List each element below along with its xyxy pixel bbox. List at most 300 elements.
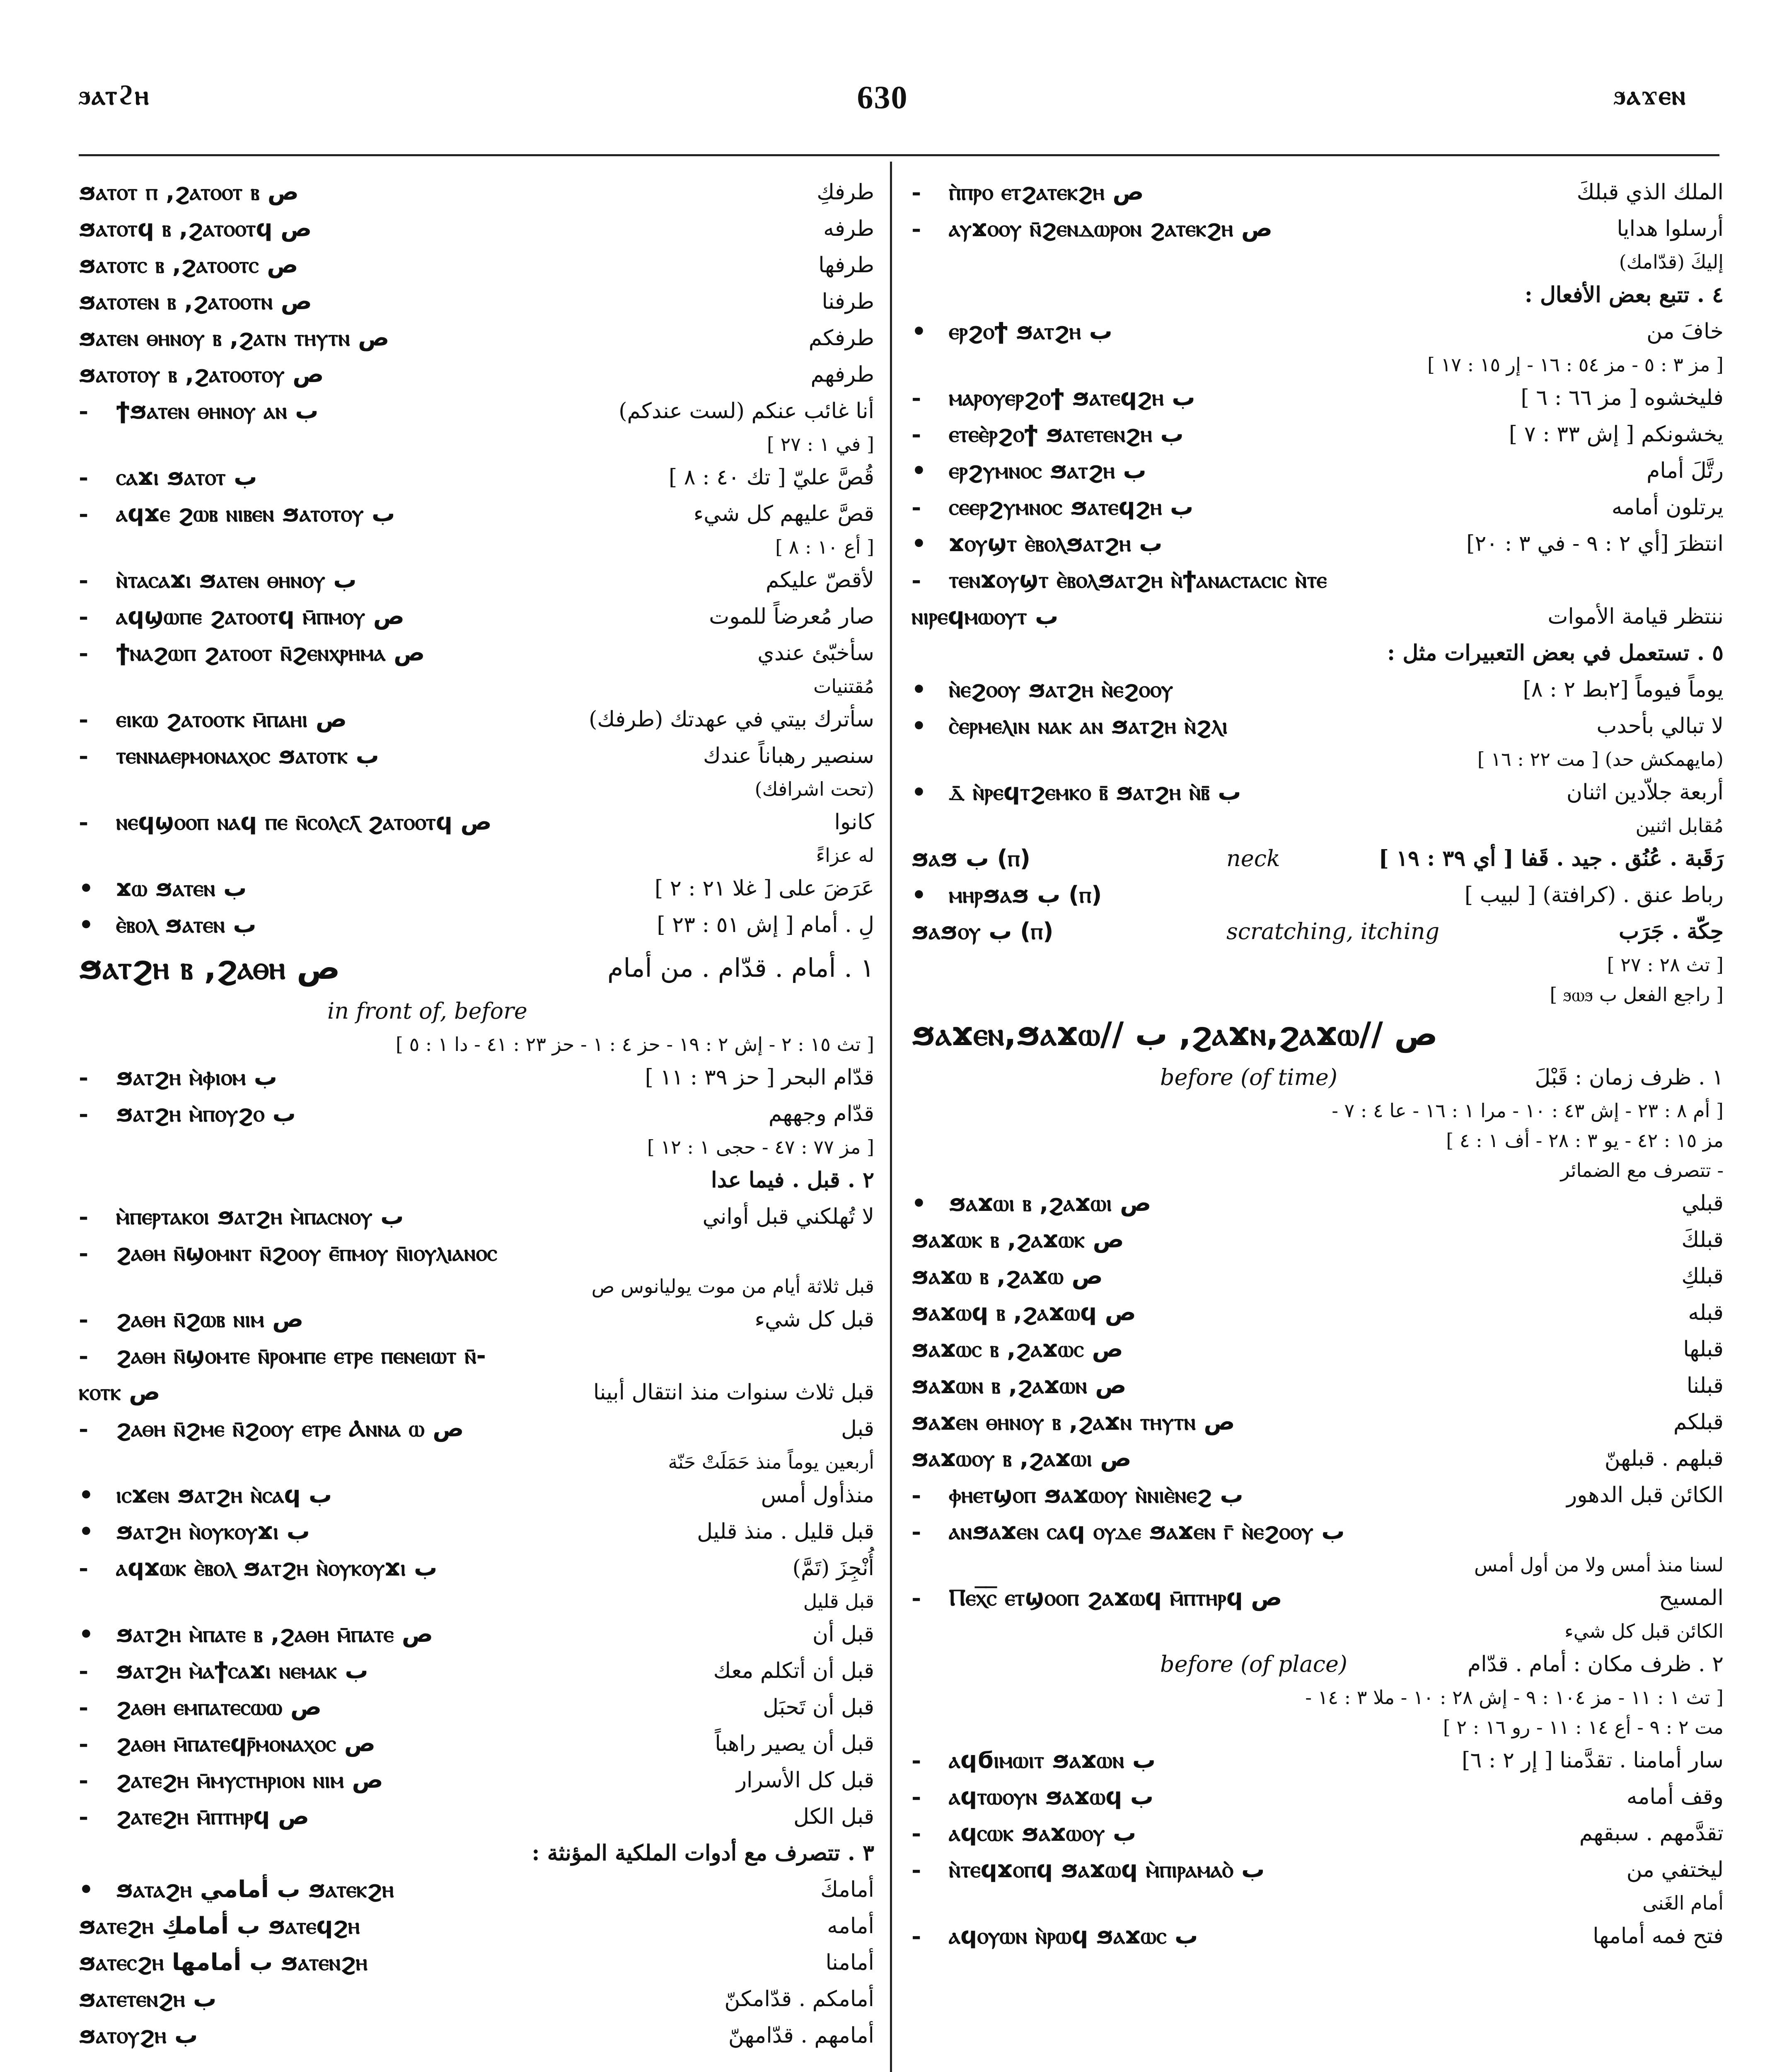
arabic-gloss: أمامكم . قدّامكنّ <box>724 1987 874 2011</box>
right-entry-line <box>912 1888 1724 1918</box>
entry-marker: - <box>79 500 89 528</box>
left-entry-line <box>79 671 874 701</box>
coptic-text: ⲛ̀ⲉϩⲟⲟⲩ ϧⲁⲧϩⲏ ⲛ̀ⲉϩⲟⲟⲩ <box>949 676 1173 703</box>
entry-marker: - <box>79 1803 89 1830</box>
right-entry-line <box>912 598 1724 635</box>
right-entry-line <box>912 1616 1724 1646</box>
coptic-text: ϧⲁⲧⲉⲛ ⲑⲏⲛⲟⲩ ⲃ ,ϩⲁⲧⲛ ⲧⲏⲩⲧⲛ ص <box>79 324 389 351</box>
right-entry-line <box>912 1779 1724 1815</box>
right-entry-line <box>912 1712 1724 1742</box>
arabic-gloss: يرتلون أمامه <box>1611 495 1724 520</box>
entry-marker: • <box>912 712 926 740</box>
arabic-gloss: طرفه <box>823 216 874 241</box>
left-entry-line <box>79 1029 874 1059</box>
arabic-gloss: أمامه <box>827 1914 874 1939</box>
left-entry-line <box>79 1162 874 1198</box>
coptic-text: ϧⲁϫⲉⲛ ⲑⲏⲛⲟⲩ ⲃ ,ϩⲁϫⲛ ⲧⲏⲩⲧⲛ ص <box>912 1409 1235 1435</box>
left-entry-line <box>79 1835 874 1871</box>
entry-marker: - <box>79 603 89 630</box>
left-entry-line <box>79 1798 874 1835</box>
left-entry-line <box>79 562 874 598</box>
arabic-gloss: قصَّ عليهم كل شيء <box>693 501 874 526</box>
left-entry-line <box>79 1096 874 1132</box>
left-entry-line <box>79 1689 874 1726</box>
coptic-text: ⲕⲟⲧⲕ ص <box>79 1379 160 1406</box>
right-entry-line <box>912 1918 1724 1954</box>
left-entry-line <box>79 283 874 320</box>
coptic-text: ⲥⲉⲉⲣϩⲩⲙⲛⲟⲥ ϧⲁⲧⲉϥϩⲏ ب <box>949 494 1194 520</box>
coptic-text: ϧⲁⲧⲟⲧⲟⲩ ⲃ ,ϩⲁⲧⲟⲟⲧⲟⲩ ص <box>79 361 324 388</box>
left-entry-line <box>79 1447 874 1477</box>
right-entry-line <box>912 1295 1724 1331</box>
coptic-text: ϧⲁⲧϩⲏ ⲙ̀ⲡⲟⲩϩⲟ ب <box>116 1100 296 1127</box>
coptic-text: ϧⲁⲧⲟⲩϩⲏ ب <box>79 2022 198 2049</box>
left-entry-line <box>79 532 874 562</box>
left-entry-line <box>79 1981 874 2017</box>
arabic-gloss: أمامهم . قدّامهنّ <box>728 2023 874 2048</box>
arabic-gloss: طرفكِ <box>817 180 874 205</box>
entry-marker: • <box>912 530 926 557</box>
arabic-gloss: صار مُعرضاً للموت <box>709 604 874 629</box>
entry-marker: - <box>79 1064 89 1091</box>
coptic-text: ϩⲁⲑⲏ ⲉⲙⲡⲁⲧⲉⲥⲱⲱ ص <box>116 1694 322 1721</box>
left-entry-line <box>79 1271 874 1301</box>
right-entry-line <box>912 380 1724 416</box>
entry-marker: - <box>912 494 921 521</box>
right-entry-line <box>912 708 1724 744</box>
arabic-gloss: أرسلوا هدايا <box>1617 216 1724 241</box>
arabic-gloss: قبل الكل <box>793 1804 874 1829</box>
coptic-text: ϧⲁⲧⲟⲧϥ ⲃ ,ϩⲁⲧⲟⲟⲧϥ ص <box>79 215 312 242</box>
arabic-gloss: قدّام وجههم <box>768 1101 874 1126</box>
reference-or-continuation: مت ٢ : ٩ - أع ١٤ : ١١ - رو ١٦ : ٢ ] <box>1443 1716 1724 1738</box>
column-divider <box>890 162 892 2072</box>
left-entry-line <box>79 1586 874 1616</box>
coptic-text: ϧⲁϫⲉⲛ,ϧⲁϫⲱ// ب ,ϩⲁϫⲛ,ϩⲁϫⲱ// ص <box>912 1016 1438 1053</box>
left-entry-line <box>79 870 874 907</box>
right-entry-line <box>912 1126 1724 1155</box>
right-column <box>912 174 1724 1954</box>
right-entry-line <box>912 350 1724 380</box>
right-entry-line <box>912 525 1724 562</box>
reference-or-continuation: [ تث ١ : ١١ - مز ١٠٤ : ٩ - إش ٢٨ : ١٠ - ملا ٣ : ١٤ - <box>1305 1686 1724 1709</box>
running-head-right: ϧⲁϫⲉⲛ <box>1614 79 1686 111</box>
arabic-gloss: الملك الذي قبلكَ <box>1576 180 1724 205</box>
entry-marker: • <box>79 1518 94 1545</box>
coptic-text: ⲛ̀ⲧⲉϥϫⲟⲡϥ ϧⲁϫⲱϥ ⲙ̀ⲡⲓⲣⲁⲙⲁⲟ̀ ب <box>949 1856 1265 1883</box>
coptic-text: ϧⲁⲧϩⲏ ⲙ̀ⲁϯⲥⲁϫⲓ ⲛⲉⲙⲁⲕ ب <box>116 1657 368 1684</box>
left-entry-line <box>79 1550 874 1586</box>
arabic-gloss: قبل أن يصير راهباً <box>715 1731 874 1756</box>
left-column <box>79 174 874 2054</box>
left-entry-line <box>79 1477 874 1513</box>
left-entry-line <box>79 840 874 870</box>
left-entry-line <box>79 774 874 804</box>
right-entry-line <box>912 1368 1724 1404</box>
english-gloss: before (of place) <box>1160 1651 1347 1677</box>
arabic-gloss: ٤ . تتبع بعض الأفعال : <box>1524 282 1724 307</box>
arabic-gloss: سأترك بيتي في عهدتك (طرفك) <box>589 707 874 732</box>
arabic-gloss: منذأول أمس <box>761 1483 874 1508</box>
coptic-text: ⲧⲉⲛϫⲟⲩϣⲧ ⲉ̀ⲃⲟⲗϧⲁⲧϩⲏ ⲛ̀ϯⲁⲛⲁⲥⲧⲁⲥⲓⲥ ⲛ̀ⲧⲉ <box>949 566 1327 593</box>
right-entry-line <box>912 913 1724 950</box>
coptic-text: ϧⲁⲧϩⲏ ⲛ̀ⲟⲩⲕⲟⲩϫⲓ ب <box>116 1518 310 1545</box>
running-head-left: ϧⲁⲧϩⲏ <box>79 79 150 111</box>
right-entry-line <box>912 1513 1724 1550</box>
arabic-gloss: ٥ . تستعمل في بعض التعبيرات مثل : <box>1387 640 1724 666</box>
entry-marker: - <box>912 566 921 594</box>
arabic-gloss: ليختفي من <box>1626 1857 1724 1882</box>
entry-marker: - <box>912 1584 921 1612</box>
arabic-gloss: رباط عنق . (كرافتة) [ لبيب ] <box>1464 883 1724 908</box>
right-entry-line <box>912 1059 1724 1096</box>
left-entry-line <box>79 804 874 840</box>
arabic-gloss: قبلي <box>1681 1191 1724 1216</box>
reference-or-continuation: مُقتنيات <box>813 675 874 697</box>
coptic-text: ϧⲁϫⲱϥ ⲃ ,ϩⲁϫⲱϥ ص <box>912 1299 1136 1326</box>
arabic-gloss: لِ . أمام [ إش ٥١ : ٢٣ ] <box>657 913 874 937</box>
left-entry-line <box>79 1513 874 1550</box>
reference-or-continuation: [ راجع الفعل ب ϧⲱϧ ] <box>1550 983 1724 1006</box>
left-entry-line <box>79 1374 874 1411</box>
arabic-gloss: قبلها <box>1683 1337 1724 1362</box>
right-entry-line <box>912 1258 1724 1295</box>
reference-or-continuation: [ مز ٧٧ : ٤٧ - حجى ١ : ١٢ ] <box>647 1136 874 1158</box>
arabic-gloss: قبل <box>841 1416 874 1441</box>
english-gloss: neck <box>1226 845 1280 871</box>
left-entry-line <box>79 1762 874 1798</box>
coptic-text: ϧⲁⲧⲟⲧ ⲡ ,ϩⲁⲧⲟⲟⲧ ⲃ ص <box>79 179 299 206</box>
right-entry-line <box>912 1096 1724 1126</box>
right-entry-line <box>912 950 1724 980</box>
arabic-gloss: أمامكَ <box>820 1877 874 1902</box>
arabic-gloss: قبلكِ <box>1681 1264 1724 1289</box>
arabic-gloss: ٢ . قبل . فيما عدا <box>711 1167 874 1193</box>
coptic-text: ϯϧⲁⲧⲉⲛ ⲑⲏⲛⲟⲩ ⲁⲛ ب <box>116 397 319 424</box>
entry-marker: • <box>912 457 926 484</box>
coptic-text: ⲉⲧⲉⲉ̀ⲣϩⲟϯ ϧⲁⲧⲉⲧⲉⲛϩⲏ ب <box>949 421 1184 448</box>
coptic-text: ⲫⲏⲉⲧϣⲟⲡ ϧⲁϫⲱⲟⲩ ⲛ̀ⲛⲓⲉ̀ⲛⲉϩ ب <box>949 1481 1243 1508</box>
arabic-gloss: قبل قليل . منذ قليل <box>697 1519 874 1544</box>
right-entry-line <box>912 774 1724 811</box>
arabic-gloss: طرفها <box>818 253 874 278</box>
reference-or-continuation: [ أع ١٠ : ٨ ] <box>775 536 874 558</box>
reference-or-continuation: قبل ثلاثة أيام من موت يوليانوس ص <box>591 1275 874 1297</box>
right-entry-line <box>912 1580 1724 1616</box>
coptic-text: ⲉ̀ⲃⲟⲗ ϧⲁⲧⲉⲛ ب <box>116 911 256 938</box>
left-entry-line <box>79 247 874 283</box>
entry-marker: - <box>79 464 89 491</box>
arabic-gloss: المسيح <box>1659 1585 1724 1610</box>
left-entry-line <box>79 459 874 496</box>
right-entry-line <box>912 840 1724 877</box>
coptic-text: ⲁϥϫⲉ ϩⲱⲃ ⲛⲓⲃⲉⲛ ϧⲁⲧⲟⲧⲟⲩ ب <box>116 500 395 527</box>
right-entry-line <box>912 1682 1724 1712</box>
page-number: 630 <box>857 79 908 115</box>
coptic-text: ϩⲁⲑⲏ ⲛ̄ϣⲟⲙⲧⲉ ⲛ̄ⲣⲟⲙⲡⲉ ⲉⲧⲣⲉ ⲡⲉⲛⲉⲓⲱⲧ ⲛ̄- <box>116 1342 486 1369</box>
arabic-gloss: سنصير رهباناً عندك <box>703 743 874 768</box>
coptic-text: ϧⲁϧⲟⲩ ب (ⲡ) <box>912 918 1054 945</box>
coptic-text: ⲉⲣϩⲟϯ ϧⲁⲧϩⲏ ب <box>949 318 1112 345</box>
reference-or-continuation: [ أم ٨ : ٢٣ - إش ٤٣ : ١٠ - مرا ١ : ١٦ - عا ٤ : ٧ - <box>1332 1099 1724 1122</box>
right-entry-line <box>912 562 1724 598</box>
entry-marker: • <box>79 1621 94 1648</box>
right-entry-line <box>912 671 1724 708</box>
entry-marker: • <box>912 881 926 909</box>
coptic-text: ⲇ̄ ⲛ̀ⲣⲉϥⲧϩⲉⲙⲕⲟ ⲃ̄ ϧⲁⲧϩⲏ ⲛ̀ⲃ̄ ب <box>949 779 1241 806</box>
left-entry-line <box>79 738 874 774</box>
coptic-text: ⲁⲩϫⲟⲟⲩ ⲛ̄ϩⲉⲛⲇⲱⲣⲟⲛ ϩⲁⲧⲉⲕϩⲏ ص <box>949 215 1273 242</box>
coptic-text: ϧⲁϧ ب (ⲡ) <box>912 845 1031 872</box>
arabic-gloss: سأخبّئ عندي <box>757 641 874 666</box>
coptic-text: ⲁϥϣⲱⲡⲉ ϩⲁⲧⲟⲟⲧϥ ⲙ̄ⲡⲙⲟⲩ ص <box>116 603 405 630</box>
arabic-gloss: سار أمامنا . تقدَّمنا [ إر ٢ : ٦] <box>1462 1748 1724 1773</box>
right-entry-line <box>912 247 1724 277</box>
left-entry-line <box>79 907 874 943</box>
left-entry-line <box>79 993 874 1029</box>
arabic-gloss: ننتظر قيامة الأموات <box>1547 604 1724 629</box>
coptic-text: ⲁϥⲟⲩⲱⲛ ⲛ̀ⲣⲱϥ ϧⲁϫⲱⲥ ب <box>949 1922 1198 1949</box>
coptic-text: ⲛ̀ⲧⲁⲥⲁϫⲓ ϧⲁⲧⲉⲛ ⲑⲏⲛⲟⲩ ب <box>116 566 357 593</box>
coptic-text: ⲁⲛϧⲁϫⲉⲛ ⲥⲁϥ ⲟⲩⲇⲉ ϧⲁϫⲉⲛ ⲅ̄ ⲛ̀ⲉϩⲟⲟⲩ ب <box>949 1518 1345 1545</box>
right-entry-line <box>912 1009 1724 1059</box>
entry-marker: • <box>79 1876 94 1903</box>
coptic-text: ϫⲱ ϧⲁⲧⲉⲛ ب <box>116 875 247 902</box>
entry-marker: - <box>79 1342 89 1370</box>
right-entry-line <box>912 1852 1724 1888</box>
reference-or-continuation: لسنا منذ أمس ولا من أول أمس <box>1474 1554 1724 1576</box>
coptic-text: ϩⲁⲑⲏ ⲛ̄ϩⲙⲉ ⲛ̄ϩⲟⲟⲩ ⲉⲧⲣⲉ Ⲁⲛⲛⲁ ⲱ ص <box>116 1415 464 1442</box>
arabic-gloss: كانوا <box>834 810 874 835</box>
right-entry-line <box>912 1646 1724 1682</box>
coptic-text: ϩⲁⲑⲏ ⲙ̄ⲡⲁⲧⲉϥⲣ̄ⲙⲟⲛⲁⲭⲟⲥ ص <box>116 1730 376 1757</box>
entry-marker: - <box>912 421 921 448</box>
coptic-text: ϩⲁⲑⲏ ⲛ̄ϩⲱⲃ ⲛⲓⲙ ص <box>116 1306 304 1333</box>
entry-marker: • <box>79 875 94 902</box>
entry-marker: - <box>912 179 921 206</box>
reference-or-continuation: [ في ١ : ٢٧ ] <box>767 433 874 455</box>
entry-marker: - <box>79 706 89 733</box>
coptic-text: ϧⲁⲧⲉⲥϩⲏ ب أمامها ϧⲁⲧⲉⲛϩⲏ <box>79 1949 368 1976</box>
entry-marker: - <box>79 1203 89 1230</box>
left-entry-line <box>79 356 874 393</box>
header-rule <box>79 154 1719 156</box>
reference-or-continuation: [ تث ١٥ : ٢ - إش ٢ : ١٩ - حز ٤ : ١ - حز ٢٣ : ٤١ - دا ١ : ٥ ] <box>396 1033 874 1055</box>
arabic-gloss: قبل أن تَحبَل <box>763 1695 874 1720</box>
reference-or-continuation: له عزاءً <box>816 844 874 867</box>
arabic-gloss: قدّام البحر [ حز ٣٩ : ١١ ] <box>645 1065 874 1090</box>
arabic-gloss: الكائن قبل الدهور <box>1567 1483 1724 1508</box>
entry-marker: • <box>912 676 926 703</box>
coptic-text: ϧⲁϫⲱⲟⲩ ⲃ ,ϩⲁϫⲱⲓ ص <box>912 1445 1132 1472</box>
coptic-text: ⲡ̀ⲡⲣⲟ ⲉⲧϩⲁⲧⲉⲕϩⲏ ص <box>949 179 1144 206</box>
entry-marker: - <box>79 1694 89 1721</box>
coptic-text: ⲥ̀ⲉⲣⲙⲉⲗⲓⲛ ⲛⲁⲕ ⲁⲛ ϧⲁⲧϩⲏ ⲛ̀ϩⲗⲓ <box>949 712 1228 739</box>
coptic-text: ϧⲁϫⲱⲛ ⲃ ,ϩⲁϫⲱⲛ ص <box>912 1372 1127 1399</box>
coptic-text: ⲉⲓⲕⲱ ϩⲁⲧⲟⲟⲧⲕ ⲙ̄ⲡⲁⲏⲓ ص <box>116 706 347 733</box>
reference-or-continuation: (مايهمكش حد) [ مت ٢٢ : ١٦ ] <box>1477 748 1724 770</box>
entry-marker: - <box>912 1783 921 1811</box>
right-entry-line <box>912 453 1724 489</box>
right-entry-line <box>912 811 1724 840</box>
coptic-text: ϧⲁⲧⲉⲧⲉⲛϩⲏ ب <box>79 1985 217 2012</box>
left-entry-line <box>79 1616 874 1653</box>
left-entry-line <box>79 320 874 356</box>
entry-marker: - <box>912 1922 921 1950</box>
right-entry-line <box>912 1331 1724 1368</box>
arabic-gloss: ٣ . تتصرف مع أدوات الملكية المؤنثة : <box>532 1840 874 1866</box>
left-entry-line <box>79 701 874 738</box>
right-entry-line <box>912 1155 1724 1185</box>
left-entry-line <box>79 943 874 993</box>
reference-or-continuation: إليكَ (قدّامك) <box>1619 251 1724 273</box>
reference-or-continuation: أربعين يوماً منذ حَمَلَتْ حَنّة <box>668 1451 874 1473</box>
arabic-gloss: قبل أن أتكلم معك <box>713 1658 874 1683</box>
arabic-gloss: فتح فمه أمامها <box>1593 1924 1724 1949</box>
coptic-text: ϧⲁϫⲱ ⲃ ,ϩⲁϫⲱ ص <box>912 1263 1103 1290</box>
left-entry-line <box>79 174 874 211</box>
arabic-gloss: ١ . ظرف زمان : قَبْلَ <box>1535 1065 1724 1090</box>
right-entry-line <box>912 1742 1724 1779</box>
arabic-gloss: يخشونكم [ إش ٣٣ : ٧ ] <box>1509 422 1724 447</box>
coptic-text: ⲓⲥϫⲉⲛ ϧⲁⲧϩⲏ ⲛ̀ⲥⲁϥ ب <box>116 1481 332 1508</box>
reference-or-continuation: [ تث ٢٨ : ٢٧ ] <box>1607 954 1724 976</box>
arabic-gloss: قبل كل الأسرار <box>736 1768 874 1793</box>
reference-or-continuation: الكائن قبل كل شيء <box>1564 1620 1724 1642</box>
right-entry-line <box>912 744 1724 774</box>
arabic-gloss: رَقَبة . عُنُق . جيد . قَفا [ أي ٣٩ : ١٩ ] <box>1378 846 1724 871</box>
entry-marker: - <box>79 1657 89 1685</box>
right-entry-line <box>912 980 1724 1009</box>
entry-marker: - <box>79 397 89 425</box>
arabic-gloss: قبلنا <box>1686 1373 1724 1398</box>
right-entry-line <box>912 416 1724 453</box>
right-entry-line <box>912 635 1724 671</box>
right-entry-line <box>912 211 1724 247</box>
entry-marker: • <box>912 318 926 345</box>
entry-marker: - <box>912 1518 921 1545</box>
arabic-gloss: حِكّة . جَرَب <box>1619 919 1724 944</box>
left-entry-line <box>79 635 874 671</box>
entry-marker: • <box>912 779 926 806</box>
coptic-text: ⲁϥϫⲱⲕ ⲉ̀ⲃⲟⲗ ϧⲁⲧϩⲏ ⲛ̀ⲟⲩⲕⲟⲩϫⲓ ب <box>116 1554 438 1581</box>
coptic-text: ϫⲟⲩϣⲧ ⲉ̀ⲃⲟⲗϧⲁⲧϩⲏ ب <box>949 530 1163 557</box>
reference-or-continuation: مز ١٥ : ٤٢ - يو ٣ : ٢٨ - أف ١ : ٤ ] <box>1446 1129 1724 1152</box>
arabic-gloss: أُنْجِزَ (تَمَّ) <box>792 1556 874 1581</box>
coptic-text: ⲛⲉϥϣⲟⲟⲡ ⲛⲁϥ ⲡⲉ ⲛ̄ⲥⲟⲗⲥⲗ̄ ϩⲁⲧⲟⲟⲧϥ ص <box>116 808 492 835</box>
coptic-text: ϧⲁⲧϩⲏ ⲙ̀ⲫⲓⲟⲙ ب <box>116 1064 277 1091</box>
left-entry-line <box>79 211 874 247</box>
reference-or-continuation: أمام الغَنى <box>1642 1892 1724 1914</box>
entry-marker: - <box>79 1415 89 1443</box>
right-entry-line <box>912 1550 1724 1580</box>
arabic-gloss: ١ . أمام . قدّام . من أمام <box>607 953 874 983</box>
entry-marker: • <box>912 1190 926 1217</box>
entry-marker: - <box>912 215 921 242</box>
entry-marker: - <box>79 1767 89 1794</box>
coptic-text: ⲁϥϭⲓⲙⲱⲓⲧ ϧⲁϫⲱⲛ ب <box>949 1747 1156 1774</box>
entry-marker: - <box>79 639 89 667</box>
arabic-gloss: لأقصّ عليكم <box>765 568 874 593</box>
coptic-text: ϧⲁⲧϩⲏ ⲃ ,ϩⲁⲑⲏ ص <box>79 949 340 987</box>
entry-marker: - <box>79 1239 89 1267</box>
arabic-gloss: طرفكم <box>808 326 874 351</box>
entry-marker: - <box>912 384 921 411</box>
coptic-text: ϧⲁⲧⲟⲧⲥ ⲃ ,ϩⲁⲧⲟⲟⲧⲥ ص <box>79 252 298 278</box>
coptic-text: ⲁϥⲧⲱⲟⲩⲛ ϧⲁϫⲱϥ ب <box>949 1783 1154 1810</box>
english-gloss: before (of time) <box>1160 1064 1337 1090</box>
coptic-text: ⲧⲉⲛⲛⲁⲉⲣⲙⲟⲛⲁⲭⲟⲥ ϧⲁⲧⲟⲧⲕ ب <box>116 742 379 769</box>
entry-marker: - <box>79 1730 89 1757</box>
arabic-gloss: قُصَّ عليّ [ تك ٤٠ : ٨ ] <box>668 465 874 490</box>
coptic-text: ⲙ̀ⲡⲉⲣⲧⲁⲕⲟⲓ ϧⲁⲧϩⲏ ⲙ̀ⲡⲁⲥⲛⲟⲩ ب <box>116 1203 404 1230</box>
left-entry-line <box>79 1198 874 1235</box>
entry-marker: - <box>912 1820 921 1847</box>
arabic-gloss: لا تبالي بأحدب <box>1596 714 1724 738</box>
coptic-text: ⲁϥⲥⲱⲕ ϧⲁϫⲱⲟⲩ ب <box>949 1820 1136 1847</box>
arabic-gloss: خافَ من <box>1647 319 1724 344</box>
reference-or-continuation: (تحت اشرافك) <box>754 778 874 800</box>
right-entry-line <box>912 313 1724 350</box>
entry-marker: - <box>79 1100 89 1128</box>
left-entry-line <box>79 1301 874 1338</box>
entry-marker: - <box>79 566 89 594</box>
arabic-gloss: أمامنا <box>825 1950 874 1975</box>
entry-marker: - <box>79 742 89 770</box>
entry-marker: - <box>79 808 89 836</box>
left-entry-line <box>79 1235 874 1271</box>
right-entry-line <box>912 1222 1724 1258</box>
arabic-gloss: أنا غائب عنكم (لست عندكم) <box>619 399 874 424</box>
right-entry-line <box>912 174 1724 211</box>
arabic-gloss: قبل كل شيء <box>754 1307 874 1332</box>
coptic-text: ⲉⲣϩⲩⲙⲛⲟⲥ ϧⲁⲧϩⲏ ب <box>949 457 1146 484</box>
arabic-gloss: قبل أن <box>812 1622 874 1647</box>
reference-or-continuation: - تتصرف مع الضمائر <box>1560 1159 1724 1181</box>
coptic-text: ϧⲁϫⲱⲕ ⲃ ,ϩⲁϫⲱⲕ ص <box>912 1226 1124 1253</box>
right-entry-line <box>912 1185 1724 1222</box>
coptic-text: ϧⲁⲧⲁϩⲏ ب أمامي ϧⲁⲧⲉⲕϩⲏ <box>116 1876 394 1903</box>
coptic-text: ϧⲁϫⲱⲓ ⲃ ,ϩⲁϫⲱⲓ ص <box>949 1190 1151 1217</box>
coptic-text: ϧⲁⲧⲉϩⲏ ب أمامكِ ϧⲁⲧⲉϥϩⲏ <box>79 1912 360 1939</box>
arabic-gloss: قبلهم . قبلهنّ <box>1604 1446 1724 1471</box>
arabic-gloss: طرفهم <box>810 362 874 387</box>
entry-marker: - <box>79 1554 89 1582</box>
arabic-gloss: يوماً فيوماً [٢بط ٢ : ٨] <box>1523 677 1724 702</box>
coptic-text: ϩⲁⲑⲏ ⲛ̄ϣⲟⲙⲛⲧ ⲛ̄ϩⲟⲟⲩ ⲉ̄ⲡⲙⲟⲩ ⲛ̄ⲓⲟⲩⲗⲓⲁⲛⲟⲥ <box>116 1239 498 1266</box>
coptic-text: ⲛⲓⲣⲉϥⲙⲱⲟⲩⲧ ب <box>912 603 1059 630</box>
left-entry-line <box>79 1059 874 1096</box>
arabic-gloss: عَرَضَ على [ غلا ٢١ : ٢ ] <box>655 876 874 901</box>
arabic-gloss: انتظرَ [أي ٢ : ٩ - في ٣ : ٢٠] <box>1466 531 1724 556</box>
right-entry-line <box>912 1404 1724 1440</box>
left-entry-line <box>79 1944 874 1981</box>
arabic-gloss: تقدَّمهم . سبقهم <box>1579 1821 1724 1846</box>
left-entry-line <box>79 1132 874 1162</box>
coptic-text: ϧⲁϫⲱⲥ ⲃ ,ϩⲁϫⲱⲥ ص <box>912 1336 1123 1363</box>
left-entry-line <box>79 598 874 635</box>
right-entry-line <box>912 277 1724 313</box>
left-entry-line <box>79 2017 874 2054</box>
right-entry-line <box>912 1477 1724 1513</box>
coptic-text: ⲙⲏⲣϧⲁϧ ب (ⲡ) <box>949 881 1102 908</box>
right-entry-line <box>912 1440 1724 1477</box>
arabic-gloss: أربعة جلاّدين اثنان <box>1566 780 1724 805</box>
left-entry-line <box>79 496 874 532</box>
reference-or-continuation: مُقابل اثنين <box>1635 814 1724 837</box>
coptic-text: ϧⲁⲧⲟⲧⲉⲛ ⲃ ,ϩⲁⲧⲟⲟⲧⲛ ص <box>79 288 312 315</box>
arabic-gloss: قبله <box>1688 1300 1724 1325</box>
